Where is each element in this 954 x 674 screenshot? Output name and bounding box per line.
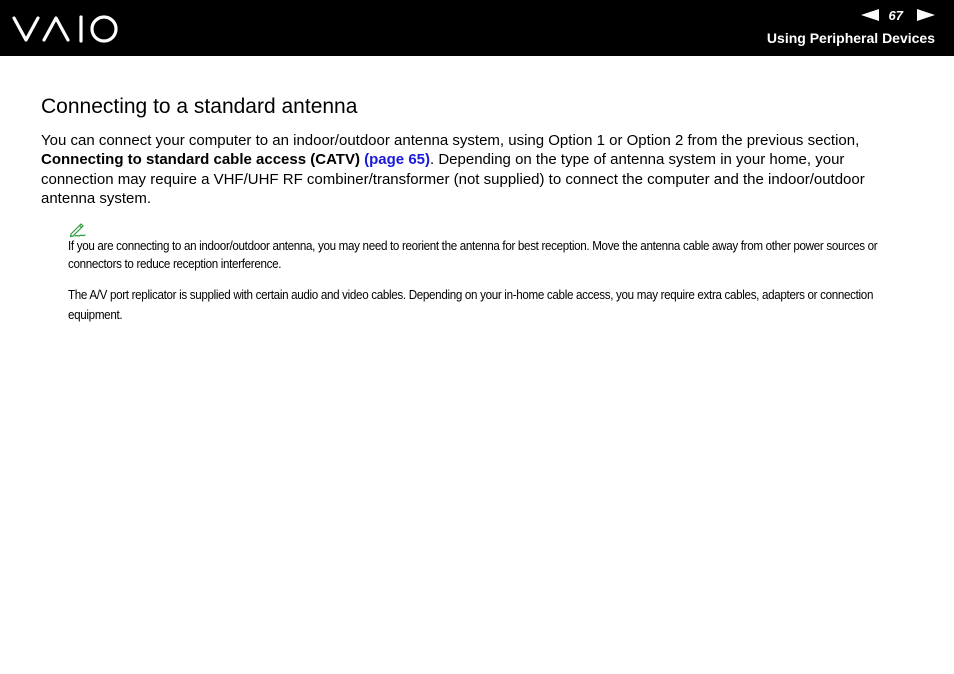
body-paragraph: [41, 131, 921, 208]
previous-page-arrow-icon[interactable]: [861, 9, 879, 21]
next-page-arrow-icon[interactable]: [917, 9, 935, 21]
paragraph-text-intro: You can connect your computer to an indoor/outdoor antenna system, using Option 1 or Option 2 from the previous section,: [41, 132, 860, 149]
note-text-reception: If you are connecting to an indoor/outdoor antenna, you may need to reorient the antenna for best reception. Move the antenna cable away from other power sources or connectors to reduce reception interference.: [68, 239, 878, 271]
page-reference-link[interactable]: (page 65): [364, 151, 430, 169]
vaio-logo: [12, 14, 122, 44]
paragraph-text-continuation: . Depending on the type of antenna system in your home, your connection may require a VHF/UHF RF combiner/transformer (not supplied) to connect the computer and the indoor/outdoor antenna system.: [41, 151, 865, 207]
note-text-cables: The A/V port replicator is supplied with certain audio and video cables. Depending on your in-home cable access, you may require extra cables, adapters or connection equipment.: [68, 288, 874, 322]
header-bar: [0, 0, 954, 56]
page-title: Connecting to a standard antenna: [41, 95, 358, 118]
page-navigation: [861, 7, 935, 23]
page-number: 67: [888, 7, 903, 23]
pencil-note-icon: [68, 222, 88, 238]
paragraph-bold-reference: Connecting to standard cable access (CATV): [41, 151, 360, 169]
section-title: Using Peripheral Devices: [766, 30, 935, 46]
